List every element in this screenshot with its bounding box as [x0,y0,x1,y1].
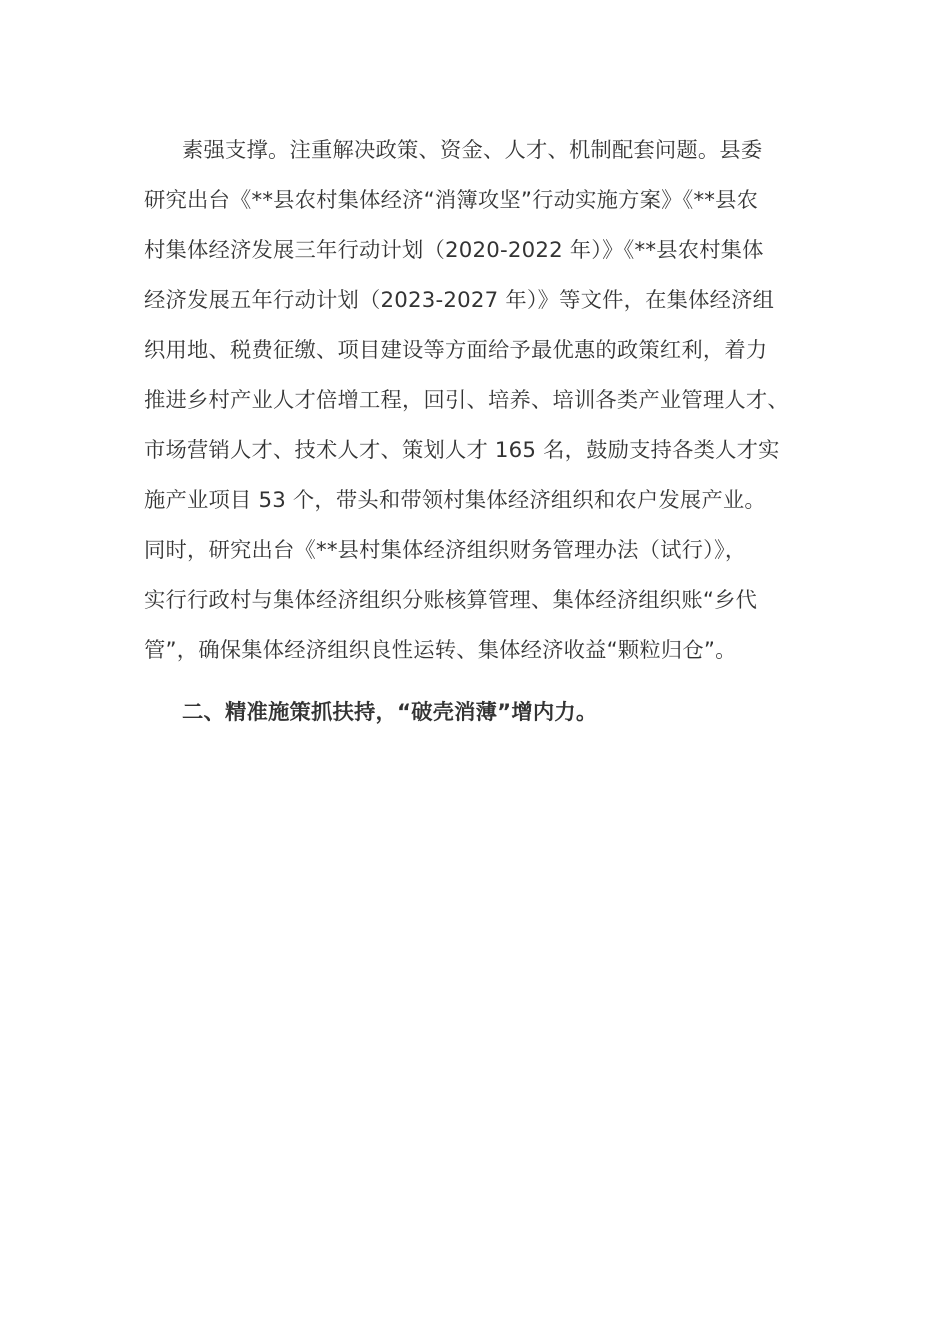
section-heading: 二、精准施策抓扶持，“破壳消薄”增内力。 [182,700,598,725]
body-paragraph [144,126,824,676]
paragraph-line: 实行行政村与集体经济组织分账核算管理、集体经济组织账“乡代 [144,588,758,613]
paragraph-line: 织用地、税费征缴、项目建设等方面给予最优惠的政策红利，着力 [144,338,768,363]
paragraph-line: 施产业项目 53 个，带头和带领村集体经济组织和农户发展产业。 [144,488,766,513]
paragraph-line: 同时，研究出台《**县村集体经济组织财务管理办法（试行）》， [144,538,747,563]
paragraph-line: 推进乡村产业人才倍增工程，回引、培养、培训各类产业管理人才、 [144,388,789,413]
paragraph-line: 村集体经济发展三年行动计划（2020-2022 年）》《**县农村集体 [144,238,764,263]
paragraph-line: 管”，确保集体经济组织良性运转、集体经济收益“颗粒归仓”。 [144,638,737,663]
paragraph-line: 素强支撑。注重解决政策、资金、人才、机制配套问题。县委 [182,138,763,163]
paragraph-line: 经济发展五年行动计划（2023-2027 年）》等文件，在集体经济组 [144,288,775,313]
paragraph-line: 研究出台《**县农村集体经济“消簿攻坚”行动实施方案》《**县农 [144,188,759,213]
paragraph-line: 市场营销人才、技术人才、策划人才 165 名，鼓励支持各类人才实 [144,438,780,463]
